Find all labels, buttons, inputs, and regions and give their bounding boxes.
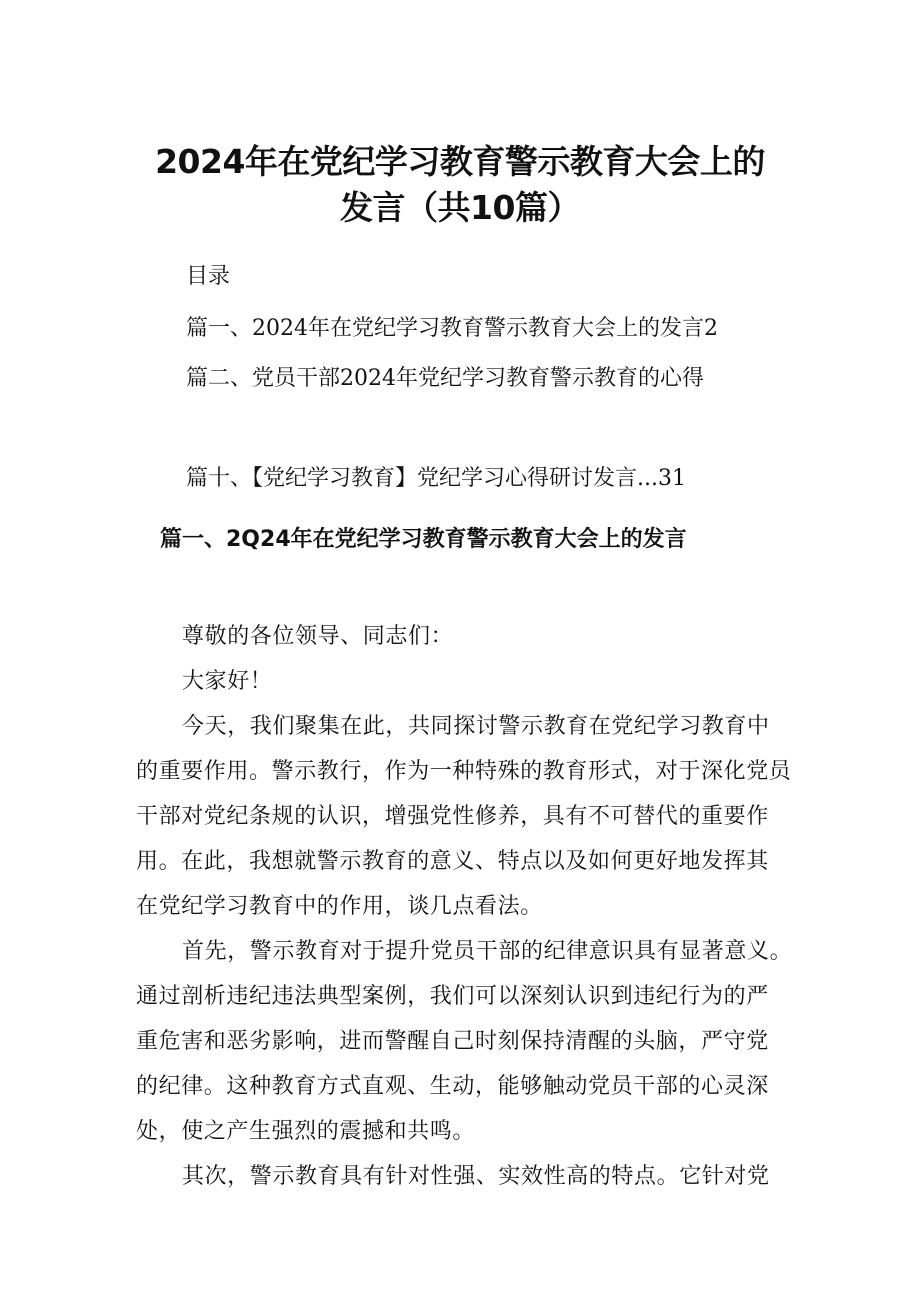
body-line: 用。在此，我想就警示教育的意义、特点以及如何更好地发挥其 — [136, 849, 769, 874]
toc-item: 篇二、党员干部2024年党纪学习教育警示教育的心得 — [186, 366, 704, 391]
body-line: 的纪律。这种教育方式直观、生动，能够触动党员干部的心灵深 — [136, 1074, 769, 1099]
body-line: 的重要作用。警示教行，作为一种特殊的教育形式，对于深化党员 — [136, 759, 792, 784]
body-line: 首先，警示教育对于提升党员干部的纪律意识具有显著意义。 — [182, 939, 793, 964]
salutation: 尊敬的各位领导、同志们： — [182, 624, 454, 649]
body-line: 重危害和恶劣影响，进而警醒自己时刻保持清醒的头脑，严守党 — [136, 1029, 769, 1054]
body-line: 干部对党纪条规的认识，增强党性修养，具有不可替代的重要作 — [136, 804, 769, 829]
section-heading: 篇一、2Q24年在党纪学习教育警示教育大会上的发言 — [160, 527, 687, 552]
greeting: 大家好！ — [182, 669, 273, 694]
body-line: 处，使之产生强烈的震撼和共鸣。 — [136, 1119, 476, 1144]
body-line: 今天，我们聚集在此，共同探讨警示教育在党纪学习教育中 — [182, 714, 770, 739]
toc-item: 篇十、【党纪学习教育】党纪学习心得研讨发言...31 — [186, 466, 686, 491]
body-line: 通过剖析违纪违法典型案例，我们可以深刻认识到违纪行为的严 — [136, 984, 769, 1009]
toc-heading: 目录 — [186, 264, 231, 289]
body-line: 在党纪学习教育中的作用，谈几点看法。 — [136, 894, 543, 919]
body-line: 其次，警示教育具有针对性强、实效性高的特点。它针对党 — [182, 1164, 770, 1189]
document-title-line-1: 2024年在党纪学习教育警示教育大会上的 — [155, 142, 765, 181]
document-title-line-2: 发言（共10篇） — [340, 188, 580, 227]
toc-item: 篇一、2024年在党纪学习教育警示教育大会上的发言2 — [186, 316, 718, 341]
